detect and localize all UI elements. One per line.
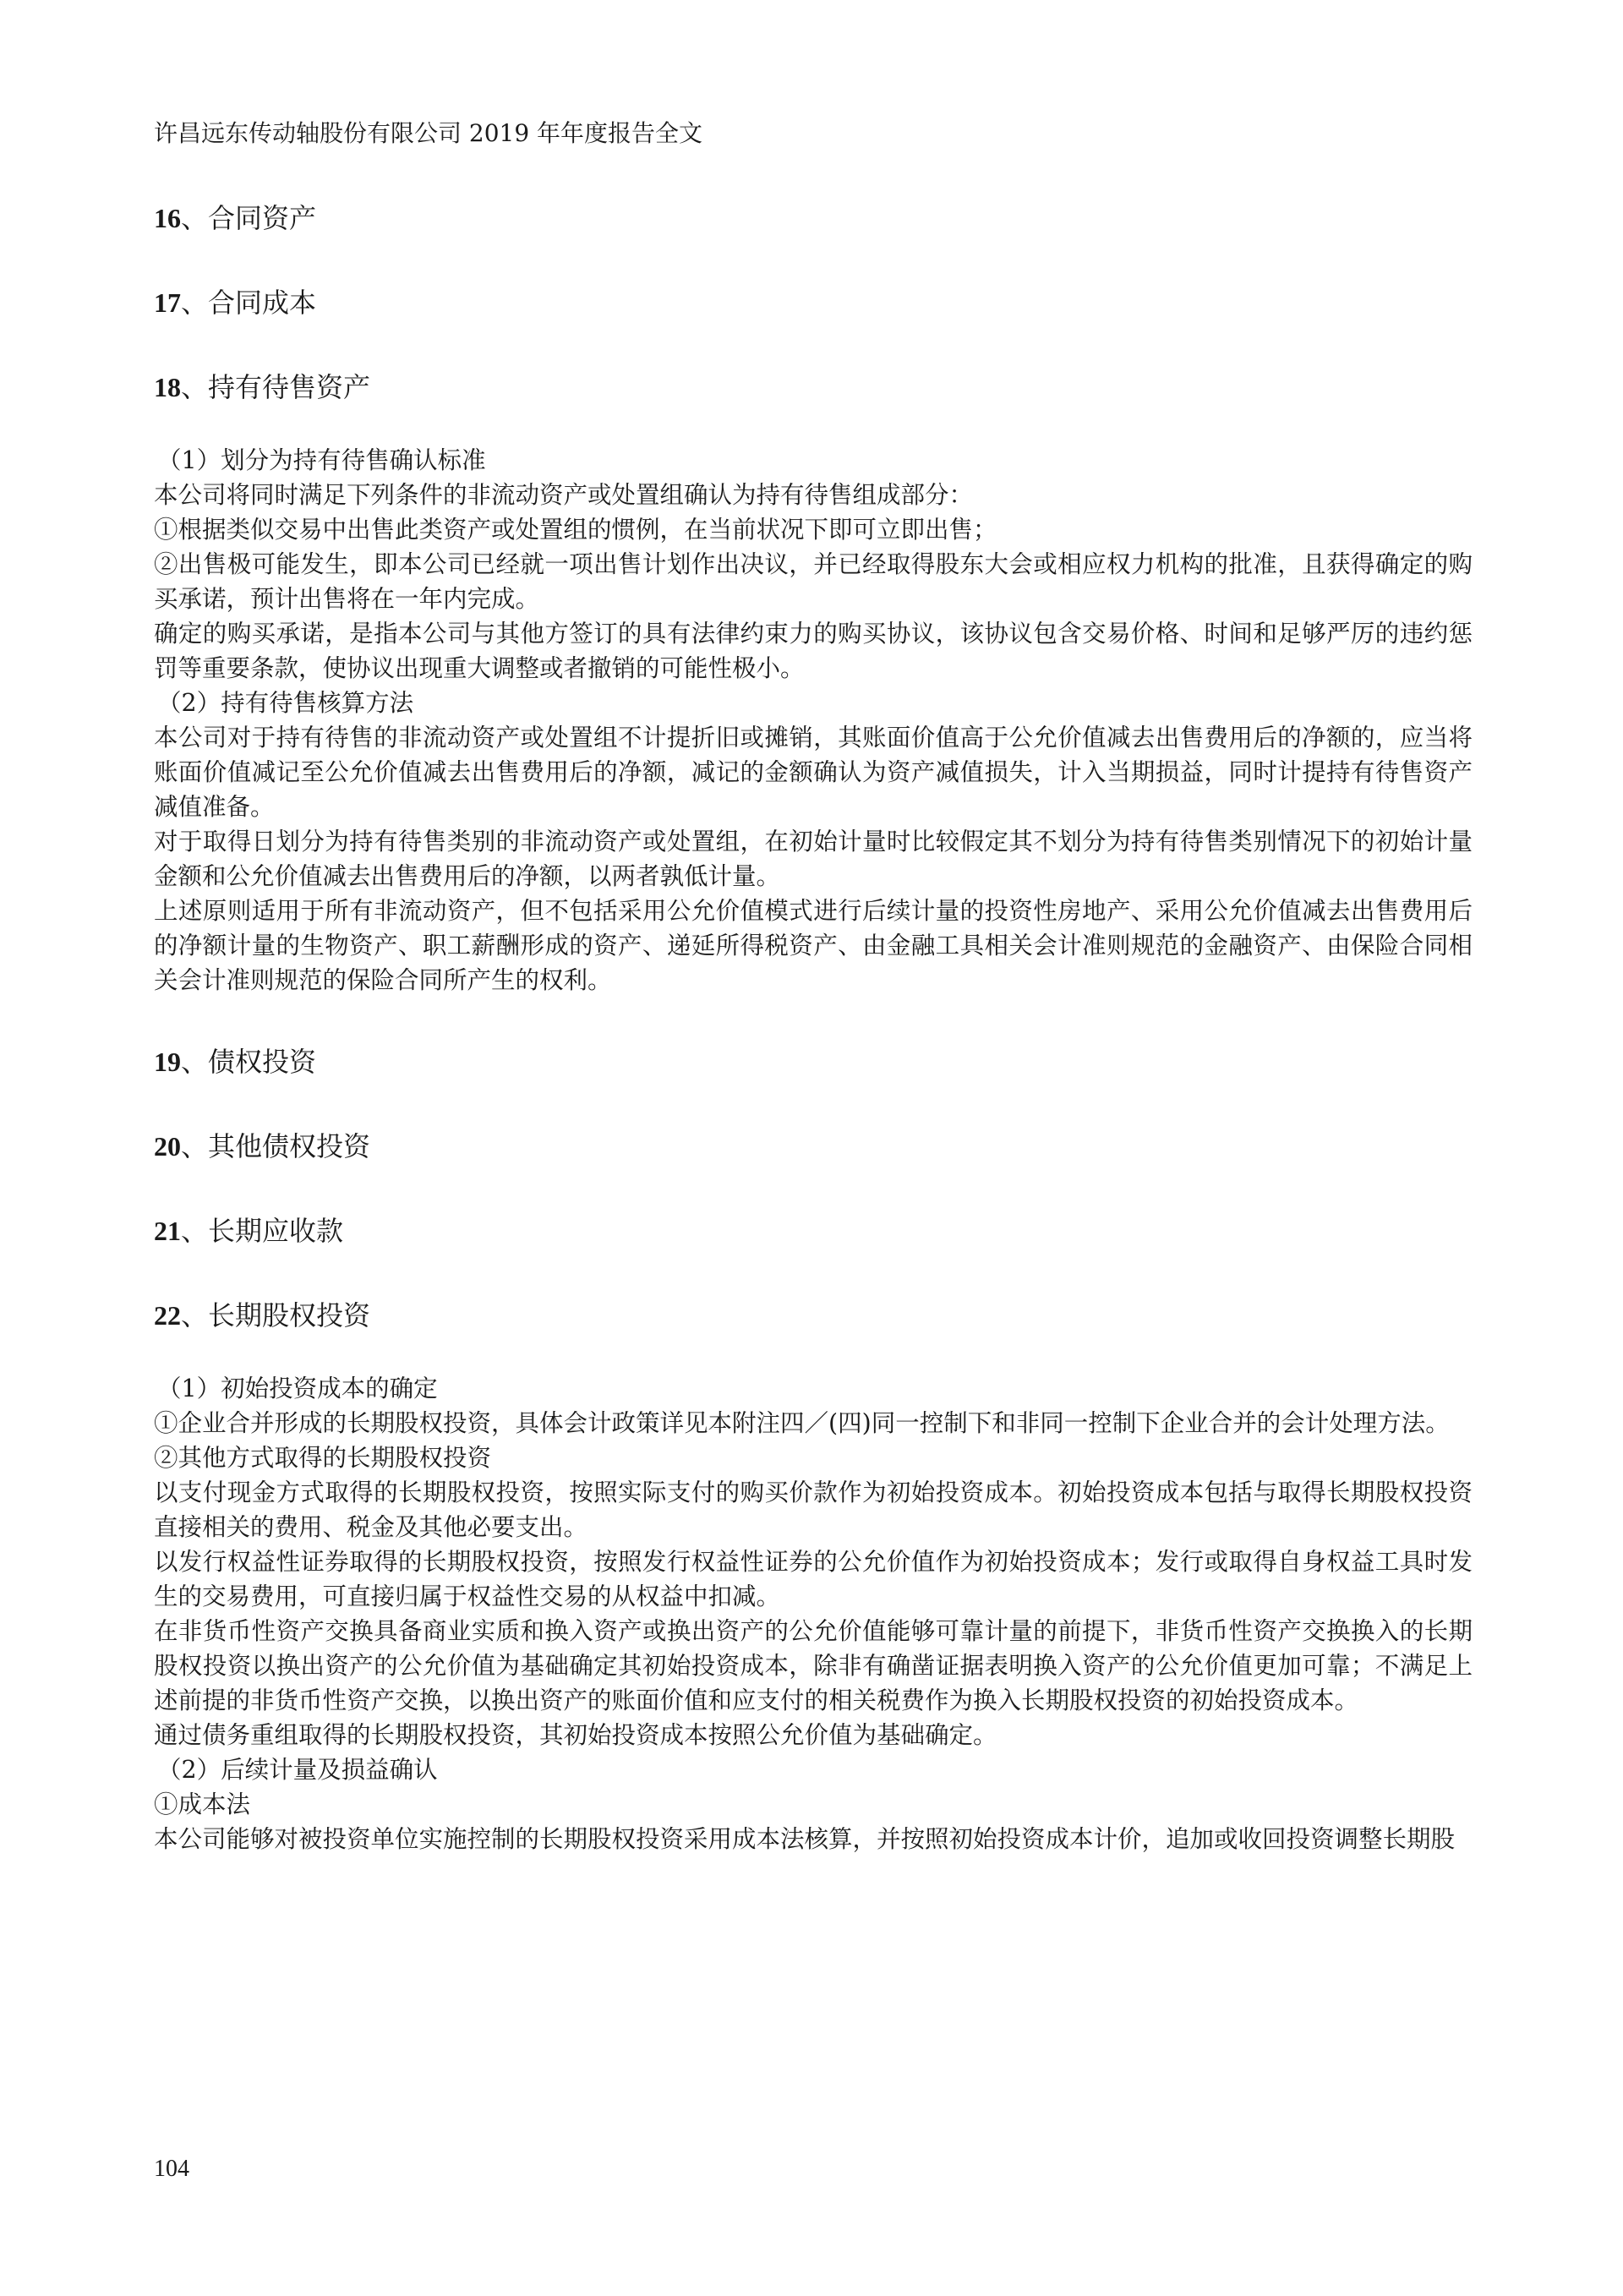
section-title: 、其他债权投资	[181, 1130, 371, 1162]
paragraph: 通过债务重组取得的长期股权投资，其初始投资成本按照公允价值为基础确定。	[154, 1721, 997, 1749]
section-heading-20	[154, 1128, 1473, 1165]
section-title: 、长期股权投资	[181, 1299, 371, 1331]
section-heading-17	[154, 284, 1473, 321]
paragraph: 对于取得日划分为持有待售类别的非流动资产或处置组，在初始计量时比较假定其不划分为持有待售类别情况下的初始计量金额和公允价值减去出售费用后的净额，以两者孰低计量。	[154, 828, 1473, 890]
paragraph: ②其他方式取得的长期股权投资	[154, 1444, 492, 1472]
page-content	[154, 200, 1473, 1902]
section-title: 、合同成本	[181, 287, 317, 319]
held-for-sale-body	[154, 443, 1473, 998]
paragraph: 上述原则适用于所有非流动资产，但不包括采用公允价值模式进行后续计量的投资性房地产、采用公允价值减去出售费用后的净额计量的生物资产、职工薪酬形成的资产、递延所得税资产、由金融工具相关会计准则规范的金融资产、由保险合同相关会计准则规范的保险合同所产生的权利。	[154, 897, 1473, 994]
section-heading-22	[154, 1297, 1473, 1334]
paragraph: ①根据类似交易中出售此类资产或处置组的惯例，在当前状况下即可立即出售；	[154, 516, 997, 544]
section-title: 、债权投资	[181, 1046, 317, 1078]
paragraph: ②出售极可能发生，即本公司已经就一项出售计划作出决议，并已经取得股东大会或相应权力机构的批准，且获得确定的购买承诺，预计出售将在一年内完成。	[154, 550, 1473, 613]
section-number: 21	[154, 1216, 181, 1246]
section-number: 17	[154, 287, 181, 318]
section-number: 16	[154, 203, 181, 233]
paragraph: 在非货币性资产交换具备商业实质和换入资产或换出资产的公允价值能够可靠计量的前提下，非货币性资产交换换入的长期股权投资以换出资产的公允价值为基础确定其初始投资成本，除非有确凿证据表明换入资产的公允价值更加可靠；不满足上述前提的非货币性资产交换，以换出资产的账面价值和应支付的相关税费作为换入长期股权投资的初始投资成本。	[154, 1617, 1473, 1714]
section-heading-18	[154, 369, 1473, 406]
paragraph: ①成本法	[154, 1790, 251, 1818]
section-number: 18	[154, 372, 181, 402]
subheading: （1）划分为持有待售确认标准	[157, 446, 486, 474]
subheading: （1）初始投资成本的确定	[157, 1375, 438, 1402]
section-heading-19	[154, 1043, 1473, 1080]
section-title: 、长期应收款	[181, 1215, 344, 1247]
section-number: 20	[154, 1131, 181, 1162]
paragraph: ①企业合并形成的长期股权投资，具体会计政策详见本附注四／(四)同一控制下和非同一控制下企业合并的会计处理方法。	[154, 1409, 1450, 1437]
paragraph: 本公司将同时满足下列条件的非流动资产或处置组确认为持有待售组成部分：	[154, 481, 974, 509]
section-heading-21	[154, 1212, 1473, 1249]
paragraph: 以发行权益性证券取得的长期股权投资，按照发行权益性证券的公允价值作为初始投资成本；发行或取得自身权益工具时发生的交易费用，可直接归属于权益性交易的从权益中扣减。	[154, 1548, 1473, 1610]
subheading: （2）持有待售核算方法	[157, 689, 414, 717]
section-title: 、合同资产	[181, 202, 317, 234]
long-term-equity-body	[154, 1371, 1473, 1856]
paragraph: 以支付现金方式取得的长期股权投资，按照实际支付的购买价款作为初始投资成本。初始投资成本包括与取得长期股权投资直接相关的费用、税金及其他必要支出。	[154, 1479, 1473, 1541]
paragraph: 本公司能够对被投资单位实施控制的长期股权投资采用成本法核算，并按照初始投资成本计价，追加或收回投资调整长期股	[154, 1825, 1456, 1853]
page-number: 104	[154, 2156, 189, 2182]
section-title: 、持有待售资产	[181, 371, 371, 403]
paragraph: 本公司对于持有待售的非流动资产或处置组不计提折旧或摊销，其账面价值高于公允价值减去出售费用后的净额的，应当将账面价值减记至公允价值减去出售费用后的净额，减记的金额确认为资产减值损失，计入当期损益，同时计提持有待售资产减值准备。	[154, 724, 1473, 821]
paragraph: 确定的购买承诺，是指本公司与其他方签订的具有法律约束力的购买协议，该协议包含交易价格、时间和足够严厉的违约惩罚等重要条款，使协议出现重大调整或者撤销的可能性极小。	[154, 620, 1473, 682]
section-number: 19	[154, 1047, 181, 1077]
subheading: （2）后续计量及损益确认	[157, 1756, 438, 1784]
section-heading-16	[154, 200, 1473, 237]
section-number: 22	[154, 1300, 181, 1331]
page-header: 许昌远东传动轴股份有限公司 2019 年年度报告全文	[154, 119, 703, 147]
